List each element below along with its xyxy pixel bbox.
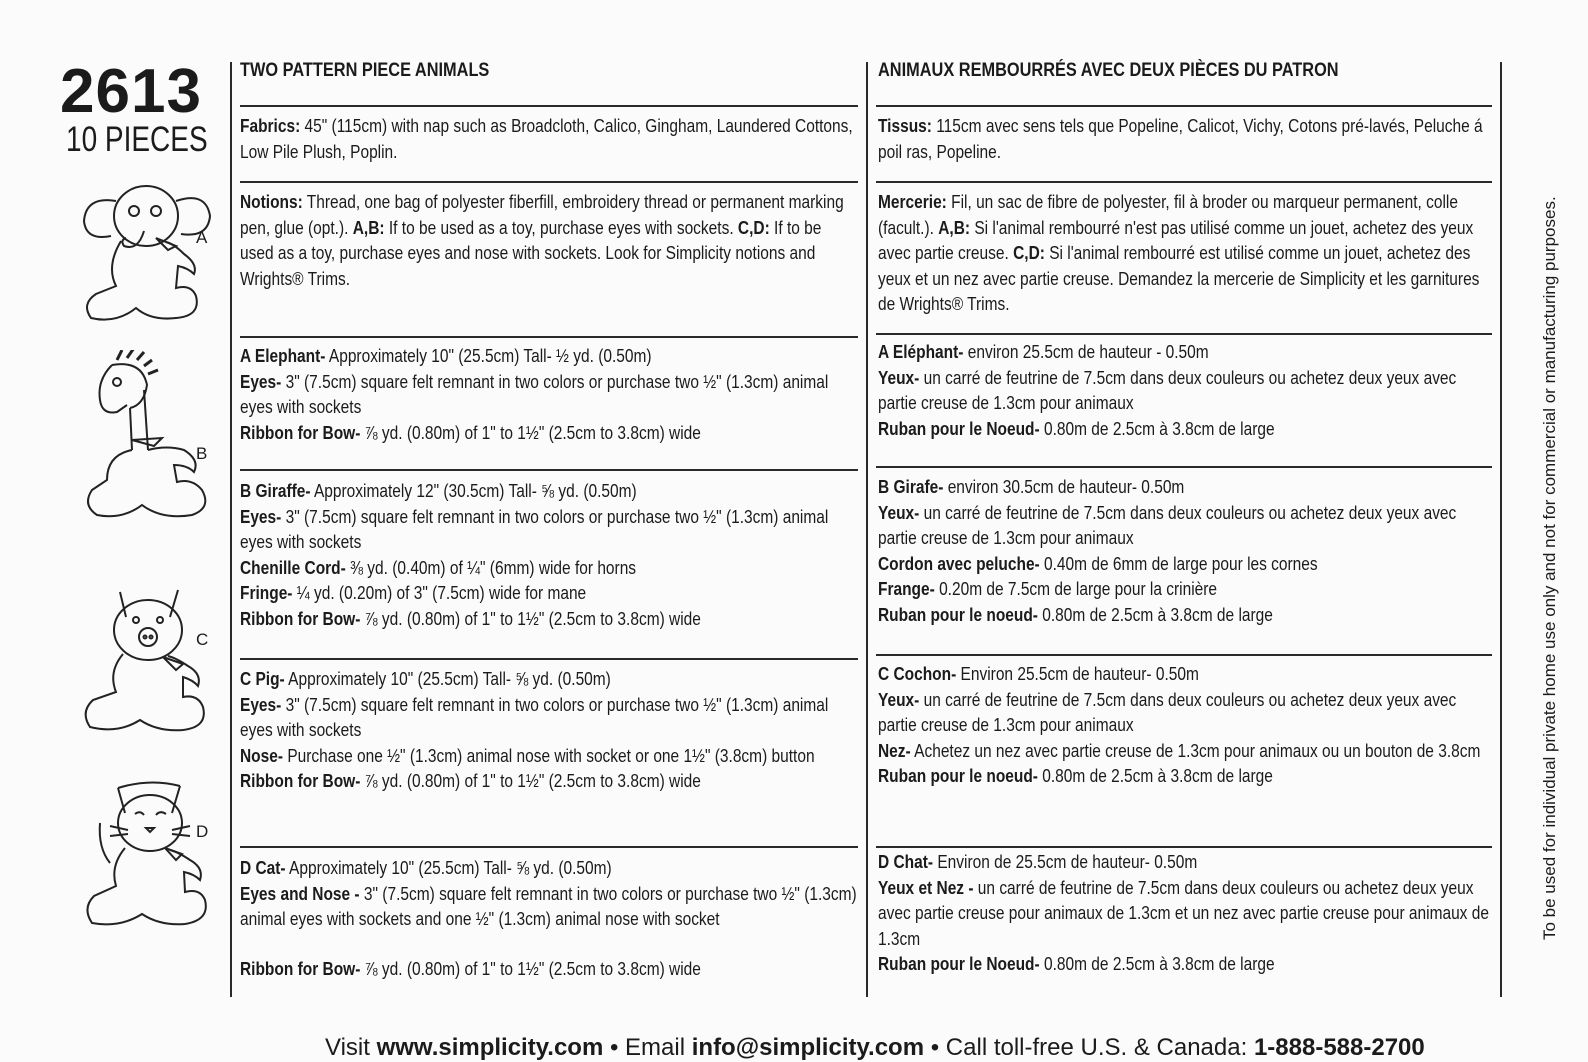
usage-disclaimer: To be used for individual private home use only and not for commercial or manufacturing purposes. [1540, 196, 1559, 940]
divider [876, 654, 1492, 656]
requirement-line: Cordon avec peluche- 0.40m de 6mm de large pour les cornes [878, 553, 1318, 574]
english-pig [240, 667, 860, 795]
requirement-line: Chenille Cord- ⅜ yd. (0.40m) of ¼" (6mm) wide for horns [240, 557, 637, 578]
divider [240, 336, 858, 338]
requirement-line: Ruban pour le noeud- 0.80m de 2.5cm à 3.8cm de large [878, 604, 1273, 625]
requirement-line: C Pig- Approximately 10" (25.5cm) Tall- ⅝ yd. (0.50m) [240, 669, 611, 689]
requirement-line: Ruban pour le noeud- 0.80m de 2.5cm à 3.8cm de large [878, 766, 1273, 786]
pig-icon [78, 582, 218, 742]
requirement-line: D Cat- Approximately 10" (25.5cm) Tall- ⅝ yd. (0.50m) [240, 858, 612, 878]
divider [876, 181, 1492, 183]
requirement-line: D Chat- Environ de 25.5cm de hauteur- 0.50m [878, 852, 1198, 872]
english-elephant [240, 344, 860, 446]
requirement-line: Eyes and Nose - 3" (7.5cm) square felt remnant in two colors or purchase two ½" (1.3cm) animal eyes with sockets and one ½" (1.3cm) animal nose with socket [240, 883, 857, 929]
requirement-line: A Eléphant- environ 25.5cm de hauteur - 0.50m [878, 342, 1209, 362]
requirement-line: Nose- Purchase one ½" (1.3cm) animal nose with socket or one 1½" (3.8cm) button [240, 745, 815, 766]
footer-contact: Visit www.simplicity.com • Email info@simplicity.com • Call toll-free U.S. & Canada: 1-888-588-2700 [325, 1034, 1425, 1061]
requirement-line: Ribbon for Bow- ⅞ yd. (0.80m) of 1" to 1½" (2.5cm to 3.8cm) wide [240, 771, 701, 791]
english-notions: Notions: Thread, one bag of polyester fiberfill, embroidery thread or permanent marking pen, glue (opt.). A,B: If to be used as a toy, purchase eyes with sockets. C,D: If to be used as a toy, purchase eyes and nose with sockets. Look for Simplicity notions and Wrights® Trims. [240, 192, 844, 289]
requirement-line: Eyes- 3" (7.5cm) square felt remnant in two colors or purchase two ½" (1.3cm) animal eyes with sockets [240, 506, 829, 552]
illustration-letter-d: D [196, 822, 209, 841]
english-cat [240, 856, 860, 982]
english-title: TWO PATTERN PIECE ANIMALS [240, 60, 490, 81]
divider [240, 105, 858, 107]
requirement-line: C Cochon- Environ 25.5cm de hauteur- 0.50m [878, 664, 1199, 684]
divider [876, 846, 1492, 848]
requirement-line: Ribbon for Bow- ⅞ yd. (0.80m) of 1" to 1½" (2.5cm to 3.8cm) wide [240, 422, 701, 443]
pattern-pieces: 10 PIECES [66, 120, 208, 159]
right-column-divider [1500, 62, 1502, 997]
requirement-line: Ruban pour le Noeud- 0.80m de 2.5cm à 3.8cm de large [878, 954, 1275, 974]
requirement-line: Frange- 0.20m de 7.5cm de large pour la crinière [878, 579, 1218, 599]
illustration-letter-c: C [196, 630, 209, 649]
cat-icon [80, 778, 220, 938]
giraffe-icon [82, 350, 222, 530]
requirement-line: Yeux- un carré de feutrine de 7.5cm dans deux couleurs ou achetez deux yeux avec partie creuse de 1.3cm pour animaux [878, 367, 1457, 413]
divider [876, 466, 1492, 468]
divider [240, 469, 858, 471]
divider [240, 846, 858, 848]
requirement-line: B Giraffe- Approximately 12" (30.5cm) Tall- ⅝ yd. (0.50m) [240, 481, 637, 501]
requirement-line: Fringe- ¼ yd. (0.20m) of 3" (7.5cm) wide for mane [240, 583, 587, 603]
requirement-line: Nez- Achetez un nez avec partie creuse de 1.3cm pour animaux ou un bouton de 3.8cm [878, 740, 1481, 761]
footer-website[interactable]: www.simplicity.com [376, 1034, 604, 1061]
center-column-divider [866, 62, 868, 997]
elephant-icon [76, 176, 216, 326]
illustration-letter-b: B [196, 444, 208, 463]
french-tissus: Tissus: 115cm avec sens tels que Popeline, Calicot, Vichy, Cotons pré-lavés, Peluche á poil ras, Popeline. [878, 116, 1483, 162]
pattern-number: 2613 [60, 57, 202, 126]
french-giraffe [878, 475, 1492, 628]
requirement-line: Eyes- 3" (7.5cm) square felt remnant in two colors or purchase two ½" (1.3cm) animal eyes with sockets [240, 694, 829, 740]
divider [240, 181, 858, 183]
english-fabrics: Fabrics: 45" (115cm) with nap such as Broadcloth, Calico, Gingham, Laundered Cottons, Low Pile Plush, Poplin. [240, 116, 853, 162]
requirement-line: Ribbon for Bow- ⅞ yd. (0.80m) of 1" to 1½" (2.5cm to 3.8cm) wide [240, 608, 701, 629]
divider [876, 333, 1492, 335]
divider [876, 105, 1492, 107]
french-elephant [878, 340, 1492, 442]
requirement-line: Ruban pour le Noeud- 0.80m de 2.5cm à 3.8cm de large [878, 418, 1275, 439]
requirement-line: Yeux et Nez - un carré de feutrine de 7.5cm dans deux couleurs ou achetez deux yeux avec partie creuse pour animaux de 1.3cm et un nez avec partie creuse pour animaux de 1.3cm [878, 877, 1489, 949]
requirement-line: Yeux- un carré de feutrine de 7.5cm dans deux couleurs ou achetez deux yeux avec partie creuse de 1.3cm pour animaux [878, 689, 1457, 735]
requirement-line: Ribbon for Bow- ⅞ yd. (0.80m) of 1" to 1½" (2.5cm to 3.8cm) wide [240, 958, 701, 979]
requirement-line: B Girafe- environ 30.5cm de hauteur- 0.50m [878, 477, 1185, 497]
footer-email[interactable]: info@simplicity.com [691, 1034, 925, 1061]
english-giraffe [240, 479, 860, 632]
requirement-line: Yeux- un carré de feutrine de 7.5cm dans deux couleurs ou achetez deux yeux avec partie creuse de 1.3cm pour animaux [878, 502, 1457, 548]
requirement-line: A Elephant- Approximately 10" (25.5cm) Tall- ½ yd. (0.50m) [240, 346, 652, 366]
divider [240, 658, 858, 660]
french-pig [878, 662, 1492, 790]
french-title: ANIMAUX REMBOURRÉS AVEC DEUX PIÈCES DU PATRON [878, 60, 1339, 81]
french-cat [878, 850, 1492, 978]
illustration-letter-a: A [196, 228, 208, 247]
french-mercerie: Mercerie: Fil, un sac de fibre de polyester, fil à broder ou marqueur permanent, colle (facult.). A,B: Si l'animal rembourré n'est pas utilisé comme un jouet, achetez des yeux avec partie creuse. C,D: Si l'animal rembourré est utilisé comme un jouet, achetez des yeux et un nez avec partie creuse. Demandez la mercerie de Simplicity et les garnitures de Wrights® Trims. [878, 192, 1480, 314]
requirement-line: Eyes- 3" (7.5cm) square felt remnant in two colors or purchase two ½" (1.3cm) animal eyes with sockets [240, 371, 829, 417]
footer-phone: 1-888-588-2700 [1253, 1034, 1425, 1061]
left-column-divider [230, 62, 232, 997]
